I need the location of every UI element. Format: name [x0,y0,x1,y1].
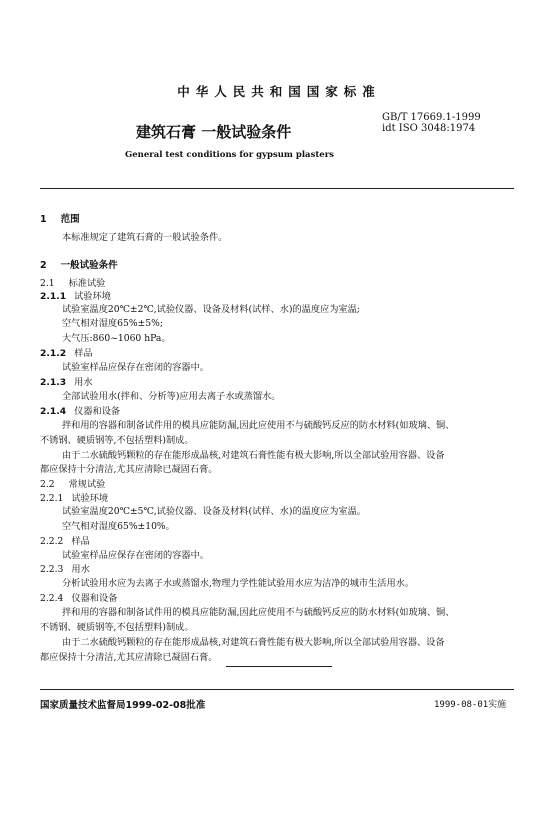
paragraph-line: 不锈钢、硬质钢等,不包括塑料)制成。 [40,622,194,633]
clause-2-1-heading [40,278,105,290]
paragraph-line: 由于二水硫酸钙颗粒的存在能形成晶核,对建筑石膏性能有极大影响,所以全部试验用容器、设备 [62,450,445,461]
clause-number: 2.1.3 [40,377,67,388]
clause-number: 2.2.1 [40,493,64,504]
clause-number: 2.2 [40,479,55,490]
clause-number: 2.2.2 [40,536,64,547]
standard-number-block [382,112,481,134]
clause-2-2-1-heading [40,493,108,505]
section-number: 1 [40,214,47,225]
clause-2-2-heading [40,479,105,491]
footer-divider [40,689,514,690]
document-subtitle: General test conditions for gypsum plasters [125,150,334,160]
section-title: 范围 [60,214,80,225]
clause-title: 试验环境 [71,493,109,504]
approval-line: 国家质量技术监督局1999-02-08批准 [40,700,206,711]
clause-2-2-2-heading [40,536,90,548]
clause-title: 常规试验 [68,479,106,490]
effective-date-line: 1999-08-01实施 [434,700,507,710]
clause-2-1-3-heading [40,377,93,389]
clause-2-1-1-heading [40,291,111,303]
paragraph-line: 不锈钢、硬质钢等,不包括塑料)制成。 [40,435,194,446]
paragraph-line: 都应保持十分清洁,尤其应清除已凝固石膏。 [40,652,218,663]
clause-title: 试验环境 [74,291,111,302]
end-of-text-rule [226,666,332,667]
paragraph-line: 由于二水硫酸钙颗粒的存在能形成晶核,对建筑石膏性能有极大影响,所以全部试验用容器、设备 [62,637,445,648]
clause-title: 用水 [71,564,90,575]
section-2-heading [40,257,118,271]
clause-title: 仪器和设备 [71,593,118,604]
paragraph-line: 分析试验用水应为去离子水或蒸馏水,物理力学性能试验用水应为洁净的城市生活用水。 [62,578,415,589]
paragraph-line: 全部试验用水(拌和、分析等)应用去离子水或蒸馏水。 [62,391,281,402]
paragraph-line: 拌和用的容器和制备试件用的模具应能防漏,因此应使用不与硫酸钙反应的防水材料(如玻璃、铜、 [62,420,455,431]
clause-number: 2.1 [40,278,55,289]
paragraph-line: 试验室样品应保存在密闭的容器中。 [62,362,209,373]
clause-number: 2.2.3 [40,564,64,575]
clause-2-2-3-heading [40,564,90,576]
clause-2-2-4-heading [40,593,117,605]
clause-title: 用水 [74,377,93,388]
clause-title: 样品 [74,348,93,359]
clause-2-1-4-heading [40,406,120,418]
clause-number: 2.1.2 [40,348,67,359]
section-1-text: 本标准规定了建筑石膏的一般试验条件。 [62,232,228,243]
document-title: 建筑石膏 一般试验条件 [136,123,292,141]
header-divider [40,188,514,189]
paragraph-line: 试验室温度20℃±5℃,试验仪器、设备及材料(试样、水)的温度应为室温。 [62,506,366,517]
paragraph-line: 都应保持十分清洁,尤其应清除已凝固石膏。 [40,464,218,475]
section-number: 2 [40,260,47,271]
clause-title: 仪器和设备 [74,406,121,417]
clause-number: 2.1.1 [40,291,67,302]
paragraph-line: 空气相对湿度65%±10%。 [62,521,175,532]
paragraph-line: 拌和用的容器和制备试件用的模具应能防漏,因此应使用不与硫酸钙反应的防水材料(如玻璃、铜、 [62,607,455,618]
clause-2-1-2-heading [40,348,93,360]
clause-number: 2.2.4 [40,593,64,604]
paragraph-line: 大气压:860~1060 hPa。 [62,333,171,344]
clause-number: 2.1.4 [40,406,67,417]
clause-title: 标准试验 [68,278,106,289]
paragraph-line: 试验室温度20℃±2℃,试验仪器、设备及材料(试样、水)的温度应为室温; [62,304,360,315]
standard-number: GB/T 17669.1-1999 [382,112,481,123]
paragraph-line: 空气相对湿度65%±5%; [62,318,163,329]
equivalent-standard: idt ISO 3048:1974 [382,123,476,134]
section-title: 一般试验条件 [60,260,118,271]
section-1-heading [40,211,80,225]
clause-title: 样品 [71,536,90,547]
paragraph-line: 试验室样品应保存在密闭的容器中。 [62,550,209,561]
national-standard-header: 中华人民共和国国家标准 [177,84,381,99]
